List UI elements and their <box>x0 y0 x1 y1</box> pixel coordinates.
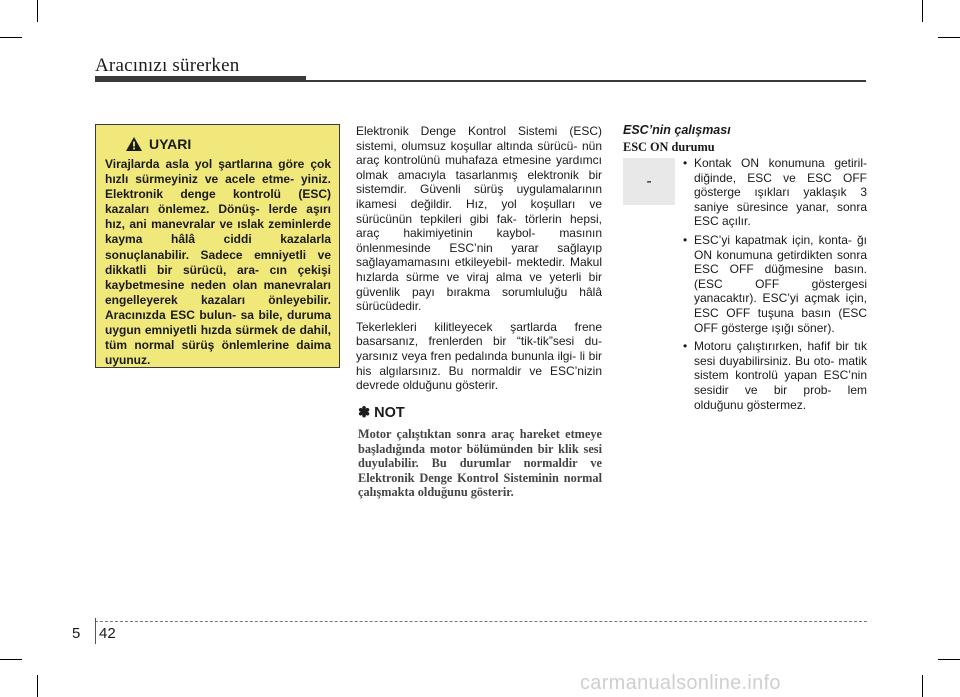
watermark: carmanualsonline.info <box>580 672 781 694</box>
chapter-number: 5 <box>72 625 81 642</box>
note-title: ✽ NOT <box>358 405 405 421</box>
list-item <box>681 156 867 229</box>
warning-box <box>95 124 340 368</box>
section-title: Aracınızı sürerken <box>95 55 240 76</box>
indicator-image-placeholder <box>623 158 675 205</box>
list-item-text: Kontak ON konumuna getiril- diğinde, ESC ve ESC OFF gösterge ışıkları yaklaşık 3 saniye süresince yanar, sonra ESC açılır. <box>694 156 867 229</box>
bullet-icon: • <box>683 339 688 354</box>
header-rule <box>95 76 306 82</box>
paragraph: Elektronik Denge Kontrol Sistemi (ESC) sistemi, olumsuz koşullar altında sürücü- nün araç kontrolünü muhafaza etmesine yardımcı olmak amacıyla tasarlanmış elektronik bir sistemdir. Güvenli sürüş uygulamalarının ikamesi değildir. Hız, yol koşulları ve sürücünün tepkileri gibi fak- törlerin hepsi, araç hakimiyetinin kaybol- masının önlenmesinde ESC’nin yarar sağlayıp sağlayamamasını etkileyebil- mektedir. Makul hızlarda sürme ve viraj alma ve yeterli bir güvenlik payı bırakma sorumluluğu hâlâ sürücüdedir. <box>356 124 602 314</box>
warning-text: Virajlarda asla yol şartlarına göre çok hızlı sürmeyiniz ve acele etme- yiniz. Elektronik denge kontrolü (ESC) kazaları önlemez. Dönüş- lerde aşırı hız, ani manevralar ve ıslak zeminlerde kayma hâlâ ciddi kazalarla sonuçlanabilir. Sadece emniyetli ve dikkatli bir sürücü, ara- cın çekişi kaybetmesine neden olan manevraları engelleyerek kazaları önleyebilir. Aracınızda ESC bulun- sa bile, duruma uygun emniyetli hızda sürmek de dahil, tüm normal sürüş önlemlerine daima uyunuz. <box>105 157 331 368</box>
esc-operation-title: ESC’nin çalışması <box>623 123 731 137</box>
list-item-text: Motoru çalıştırırken, hafif bir tık sesi duyabilirsiniz. Bu oto- matik sistem kontrolü yapan ESC’nin sesidir ve bir prob- lem olduğunu göstermez. <box>694 339 867 412</box>
crop-mark <box>922 675 923 697</box>
crop-mark <box>922 0 923 22</box>
warning-title: UYARI <box>149 136 192 152</box>
page-number: 42 <box>99 625 116 642</box>
footer-rule <box>95 621 867 622</box>
warning-header <box>125 133 331 155</box>
crop-mark <box>37 675 38 697</box>
esc-description <box>356 124 602 399</box>
crop-mark <box>37 0 38 22</box>
esc-on-subtitle: ESC ON durumu <box>623 140 715 154</box>
list-item-text: ESC’yi kapatmak için, konta- ğı ON konumuna getirdikten sonra ESC OFF düğmesine basın. (ESC OFF göstergesi yanacaktır). ESC’yi açmak için, ESC OFF tuşuna basın (ESC OFF gösterge ışığı söner). <box>694 232 867 335</box>
crop-mark <box>938 37 960 38</box>
crop-mark <box>938 659 960 660</box>
warning-triangle-icon <box>125 136 143 152</box>
list-item <box>681 233 867 335</box>
crop-mark <box>0 37 22 38</box>
note-text: Motor çalıştıktan sonra araç hareket etmeye başladığında motor bölümünden bir klik sesi duyulabilir. Bu durumlar normaldir ve Elektronik Denge Kontrol Sisteminin normal çalışmakta olduğunu gösterir. <box>358 427 602 500</box>
paragraph: Tekerlekleri kilitleyecek şartlarda frene basarsanız, frenlerden bir “tik-tik”sesi du- yarsınız veya fren pedalında bununla ilgi- li bir his algılarsınız. Bu normaldir ve ESC’nizin devrede olduğunu gösterir. <box>356 319 602 393</box>
list-item <box>681 339 867 412</box>
bullet-icon: • <box>683 156 688 170</box>
footer-divider <box>95 618 96 644</box>
indicator-label: - <box>646 172 652 190</box>
header-rule-thin <box>306 80 866 82</box>
crop-mark <box>0 659 22 660</box>
esc-on-list <box>681 156 867 416</box>
bullet-icon: • <box>683 232 688 247</box>
